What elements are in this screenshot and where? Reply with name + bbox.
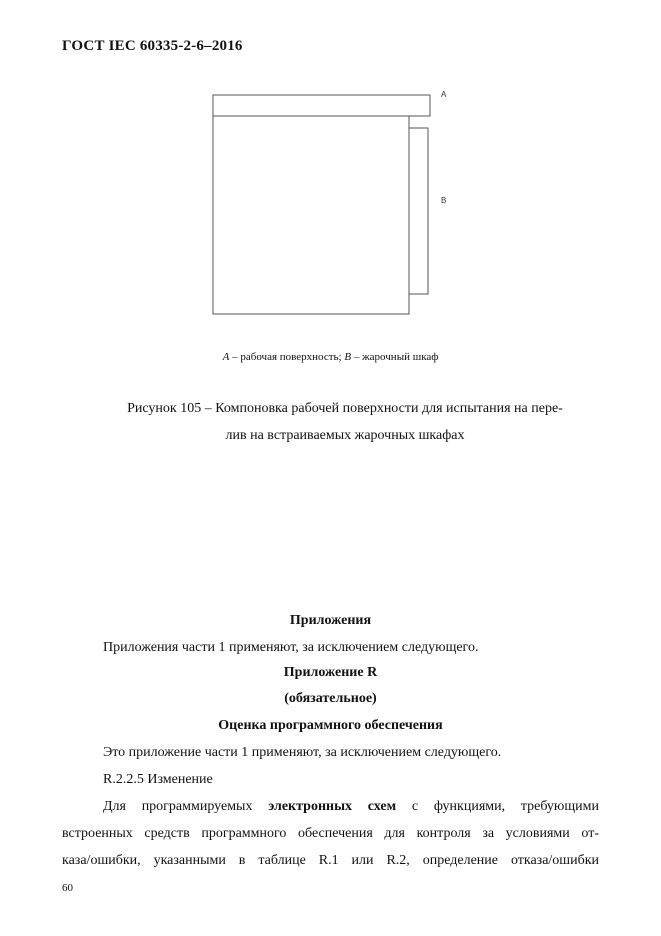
paragraph-line2: встроенных средств программного обеспечения для контроля за условиями от-: [62, 826, 599, 841]
figure-caption-line1: Рисунок 105 – Компоновка рабочей поверхности для испытания на пере-: [127, 401, 563, 416]
oven-bracket: [409, 128, 428, 294]
paragraph-line1: [103, 799, 599, 815]
label-b: B: [441, 196, 447, 205]
oven-rect: [213, 116, 409, 314]
annexes-heading: Приложения: [289, 613, 372, 628]
annex-r-intro: Это приложение части 1 применяют, за исключением следующего.: [103, 745, 502, 760]
paragraph-line1-bold: электронных схем: [268, 799, 397, 814]
legend-b-letter: B: [344, 351, 352, 363]
figure-legend: [0, 351, 661, 363]
work-surface-rect: [213, 95, 430, 116]
paragraph-line3: каза/ошибки, указанными в таблице R.1 или R.2, определение отказа/ошибки: [62, 853, 599, 868]
annex-r-subtitle: Оценка программного обеспечения: [218, 718, 443, 733]
figure-105: [200, 84, 470, 324]
legend-a-text: – рабочая поверхность;: [229, 351, 345, 363]
legend-b-text: – жарочный шкаф: [351, 351, 439, 363]
figure-diagram: [200, 84, 470, 324]
paragraph-line1-start: Для программируемых: [103, 799, 269, 814]
annexes-intro: Приложения части 1 применяют, за исключением следующего.: [103, 640, 479, 655]
document-header: ГОСТ IEC 60335-2-6–2016: [62, 38, 243, 54]
annex-r-status: (обязательное): [284, 691, 377, 706]
label-a: A: [441, 90, 447, 99]
annex-r-title: Приложение R: [283, 665, 378, 680]
figure-caption-line2: лив на встраиваемых жарочных шкафах: [225, 428, 465, 443]
paragraph-line1-end: с функциями, требующими: [396, 799, 600, 814]
page-number: 60: [62, 882, 73, 894]
legend-a-letter: A: [222, 351, 230, 363]
clause-r-2-2-5: R.2.2.5 Изменение: [103, 772, 213, 787]
